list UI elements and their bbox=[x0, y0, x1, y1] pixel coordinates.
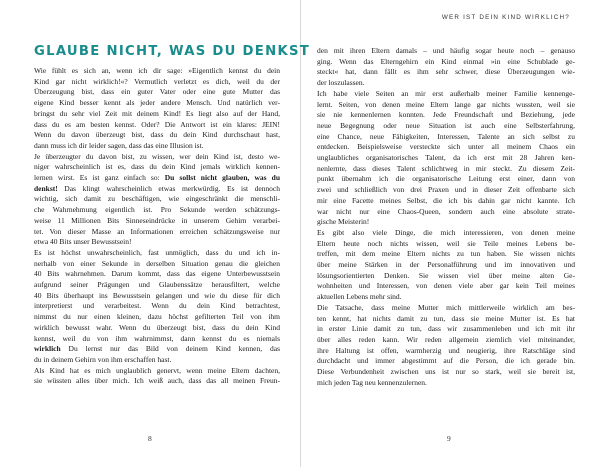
body-line: wichtig, sich damit zu beschäftigen, wie eingeschränkt die menschli- bbox=[34, 194, 280, 204]
body-line: zwei und schließlich von drei Praxen und in dieser Zeit offenbarte sich bbox=[317, 185, 575, 195]
body-line: Je überzeugter du davon bist, zu wissen, wer dein Kind ist, desto we- bbox=[34, 151, 280, 161]
body-line: durchdacht und immer abgestimmt auf die Person, die ich gerade bin. bbox=[317, 356, 575, 366]
body-line: Die Tatsache, dass meine Mutter mich mittlerweile wirklich am bes- bbox=[317, 302, 575, 312]
body-line: Diese Verbundenheit zwischen uns ist nur so stark, weil sie bereit ist, bbox=[317, 367, 575, 377]
body-line: Ich habe viele Seiten an mir erst außerhalb meiner Familie kennenge- bbox=[317, 88, 575, 98]
body-line: entdecken. Beispielsweise versteckte sich unter all meinem Chaos ein bbox=[317, 142, 575, 152]
bold-phrase: wirklich bbox=[34, 344, 61, 354]
bold-phrase: Du sollst nicht glauben, was du bbox=[164, 173, 280, 183]
body-line: bringst du sehr viel Zeit mit deinem Kind! Es liegt also auf der Hand, bbox=[34, 108, 280, 118]
body-line-text: Du lernst nur das Bild von deinem Kind kennen, das bbox=[68, 344, 280, 354]
body-line: weise 11 Millionen Bits Sinneseindrücke in unserem Gehirn verarbei- bbox=[34, 215, 280, 225]
body-line: du in deinem Gehirn von ihm erschaffen hast. bbox=[34, 354, 172, 364]
body-line: Wie fühlt es sich an, wenn ich dir sage: »Eigentlich kennst du dein bbox=[34, 66, 280, 75]
body-line: war nicht nur eine Chaos-Queen, sondern auch eine absolute strate- bbox=[317, 206, 575, 216]
body-line: gische Meisterin! bbox=[317, 217, 370, 227]
body-line: treffen, mit dem meine Eltern nichts zu tun haben. Sie wissen nichts bbox=[317, 249, 575, 259]
body-line: niger wahrscheinlich ist es, dass du dein Kind jemals wirklich kennen- bbox=[34, 162, 280, 172]
body-line bbox=[34, 344, 280, 355]
body-line: mir eine Facette meines Selbst, die ich bis dahin gar nicht kannte. Ich bbox=[317, 195, 575, 205]
right-page-body bbox=[317, 46, 575, 389]
page-number-left: 8 bbox=[148, 434, 152, 443]
body-line: etwa 40 Bits unser Bewusstsein! bbox=[34, 237, 132, 247]
body-line: steckt« hat, dann fällt es ihm sehr schwer, diese Überzeugungen wie- bbox=[317, 67, 575, 77]
body-line: lernt. Seiten, von denen meine Eltern lange gar nichts wussten, weil sie bbox=[317, 99, 575, 109]
right-page bbox=[300, 0, 600, 467]
body-line: Es ist höchst unwahrscheinlich, fast unmöglich, dass du und ich in- bbox=[34, 247, 280, 257]
body-line: Als Kind hat es mich unglaublich genervt, wenn meine Eltern dachten, bbox=[34, 365, 280, 375]
body-line: den mit ihren Eltern damals – und häufig sogar heute noch – genauso bbox=[317, 46, 575, 55]
body-line: mich jeden Tag neu kennenzulernen. bbox=[317, 377, 427, 387]
body-line: interpretierst und verarbeitest. Wenn du dein Kind betrachtest, bbox=[34, 301, 280, 311]
page-number-right: 9 bbox=[447, 434, 451, 443]
running-head: WER IST DEIN KIND WIRKLICH? bbox=[441, 14, 570, 21]
body-line: tet. Von dieser Masse an Informationen erreichen schätzungsweise nur bbox=[34, 226, 280, 236]
body-line: unglaubliches organisatorisches Talent, da ich erst mit 28 Jahren ken- bbox=[317, 153, 575, 163]
body-line: wohnheiten und Interessen, von denen viele aber gar kein Teil meines bbox=[317, 281, 575, 291]
body-line: in erster Linie damit zu tun, dass wir zusammenleben und ich mit ihr bbox=[317, 324, 575, 334]
body-line: nenlernte, dass dieses Talent schlichtweg in mir steckt. Zu diesem Zeit- bbox=[317, 163, 575, 173]
body-line: Überzeugung bist, dass ein guter Vater oder eine gute Mutter das bbox=[34, 87, 280, 97]
body-line: kennst, weil du von ihm wahrnimmst, dann kennst du es niemals bbox=[34, 333, 280, 343]
body-line: punkt übernahm ich die organisatorische Leitung erst einer, dann von bbox=[317, 174, 575, 184]
body-line: Wenn du davon überzeugt bist, dass du dein Kind durchschaut hast, bbox=[34, 130, 280, 140]
body-line: eine Chance, neue Fähigkeiten, Interessen, Talente an sich selbst zu bbox=[317, 131, 575, 141]
body-line: 40 Bits überhaupt ins Bewusstsein gelangen und wie du diese für dich bbox=[34, 290, 280, 300]
body-line: sie nie kennenlernen konnten. Jede Freundschaft und Beziehung, jede bbox=[317, 110, 575, 120]
left-page-body bbox=[34, 66, 280, 387]
body-line: eigene Kind besser kennt als jeder andere Mensch. Und natürlich ver- bbox=[34, 98, 280, 108]
body-line: Kind gar nicht wirklich!«? Vermutlich verletzt es dich, weil du der bbox=[34, 76, 280, 86]
body-line: ihre Haltung ist offen, warmherzig und neugierig, ihre Ratschläge sind bbox=[317, 345, 575, 355]
body-line bbox=[34, 184, 280, 195]
bold-phrase: denkst! bbox=[34, 183, 58, 193]
body-line-text: lernen wirst. Es ist ganz einfach so: bbox=[34, 173, 160, 183]
chapter-title: GLAUBE NICHT, WAS DU DENKST bbox=[34, 44, 311, 59]
body-line-text: Das klingt wahrscheinlich etwas merkwürdig. Es ist dennoch bbox=[64, 183, 281, 193]
body-line: Eltern heute noch nichts wissen, weil sie Teile meines Lebens be- bbox=[317, 238, 575, 248]
body-line: wirklich bewusst wahr. Wenn du überzeugt bist, dass du dein Kind bbox=[34, 322, 280, 332]
body-line: über alles reden kann. Wir reden allgemein ziemlich viel miteinander, bbox=[317, 334, 575, 344]
body-line: 40 Bits wahrnehmen. Darum kommt, dass das eigene Unterbewusstsein bbox=[34, 269, 280, 279]
body-line: ging. Wenn das Elterngehirn ein Kind einmal »in eine Schublade ge- bbox=[317, 56, 575, 66]
body-line: der loszulassen. bbox=[317, 78, 365, 88]
body-line: dann muss ich dir leider sagen, dass das eine Illusion ist. bbox=[34, 140, 204, 150]
body-line: aufgrund seiner Prägungen und Glaubenssätze herausfiltert, welche bbox=[34, 280, 280, 290]
body-line: aktuellen Lebens mehr sind. bbox=[317, 292, 402, 302]
body-line: nerhalb von einer Sekunde in derselben Situation genau die gleichen bbox=[34, 258, 280, 268]
body-line: ten kennt, hat nichts damit zu tun, dass sie meine Mutter ist. Es hat bbox=[317, 313, 575, 323]
body-line: che Wahrnehmung eigentlich ist. Pro Sekunde werden schätzungs- bbox=[34, 205, 280, 215]
body-line: nimmst du nur einen kleinen, dazu höchst gefilterten Teil von ihm bbox=[34, 312, 280, 322]
body-line: sie wüssten alles über mich. Ich weiß auch, dass das all meinen Freun- bbox=[34, 376, 280, 386]
body-line: neue Begegnung oder neue Situation ist auch eine Selbsterfahrung, bbox=[317, 120, 575, 130]
body-line: Es gibt also viele Dinge, die mich interessieren, von denen meine bbox=[317, 227, 575, 237]
body-line bbox=[34, 173, 280, 184]
body-line: dass du es am besten kennst. Oder? Die Antwort ist ein klares: JEIN! bbox=[34, 119, 280, 129]
body-line: lösungsorientierten Denken. Sie wissen viel über meine alten Ge- bbox=[317, 270, 575, 280]
body-line: über meine Stärken in der Personalführung und im innovativen und bbox=[317, 260, 575, 270]
